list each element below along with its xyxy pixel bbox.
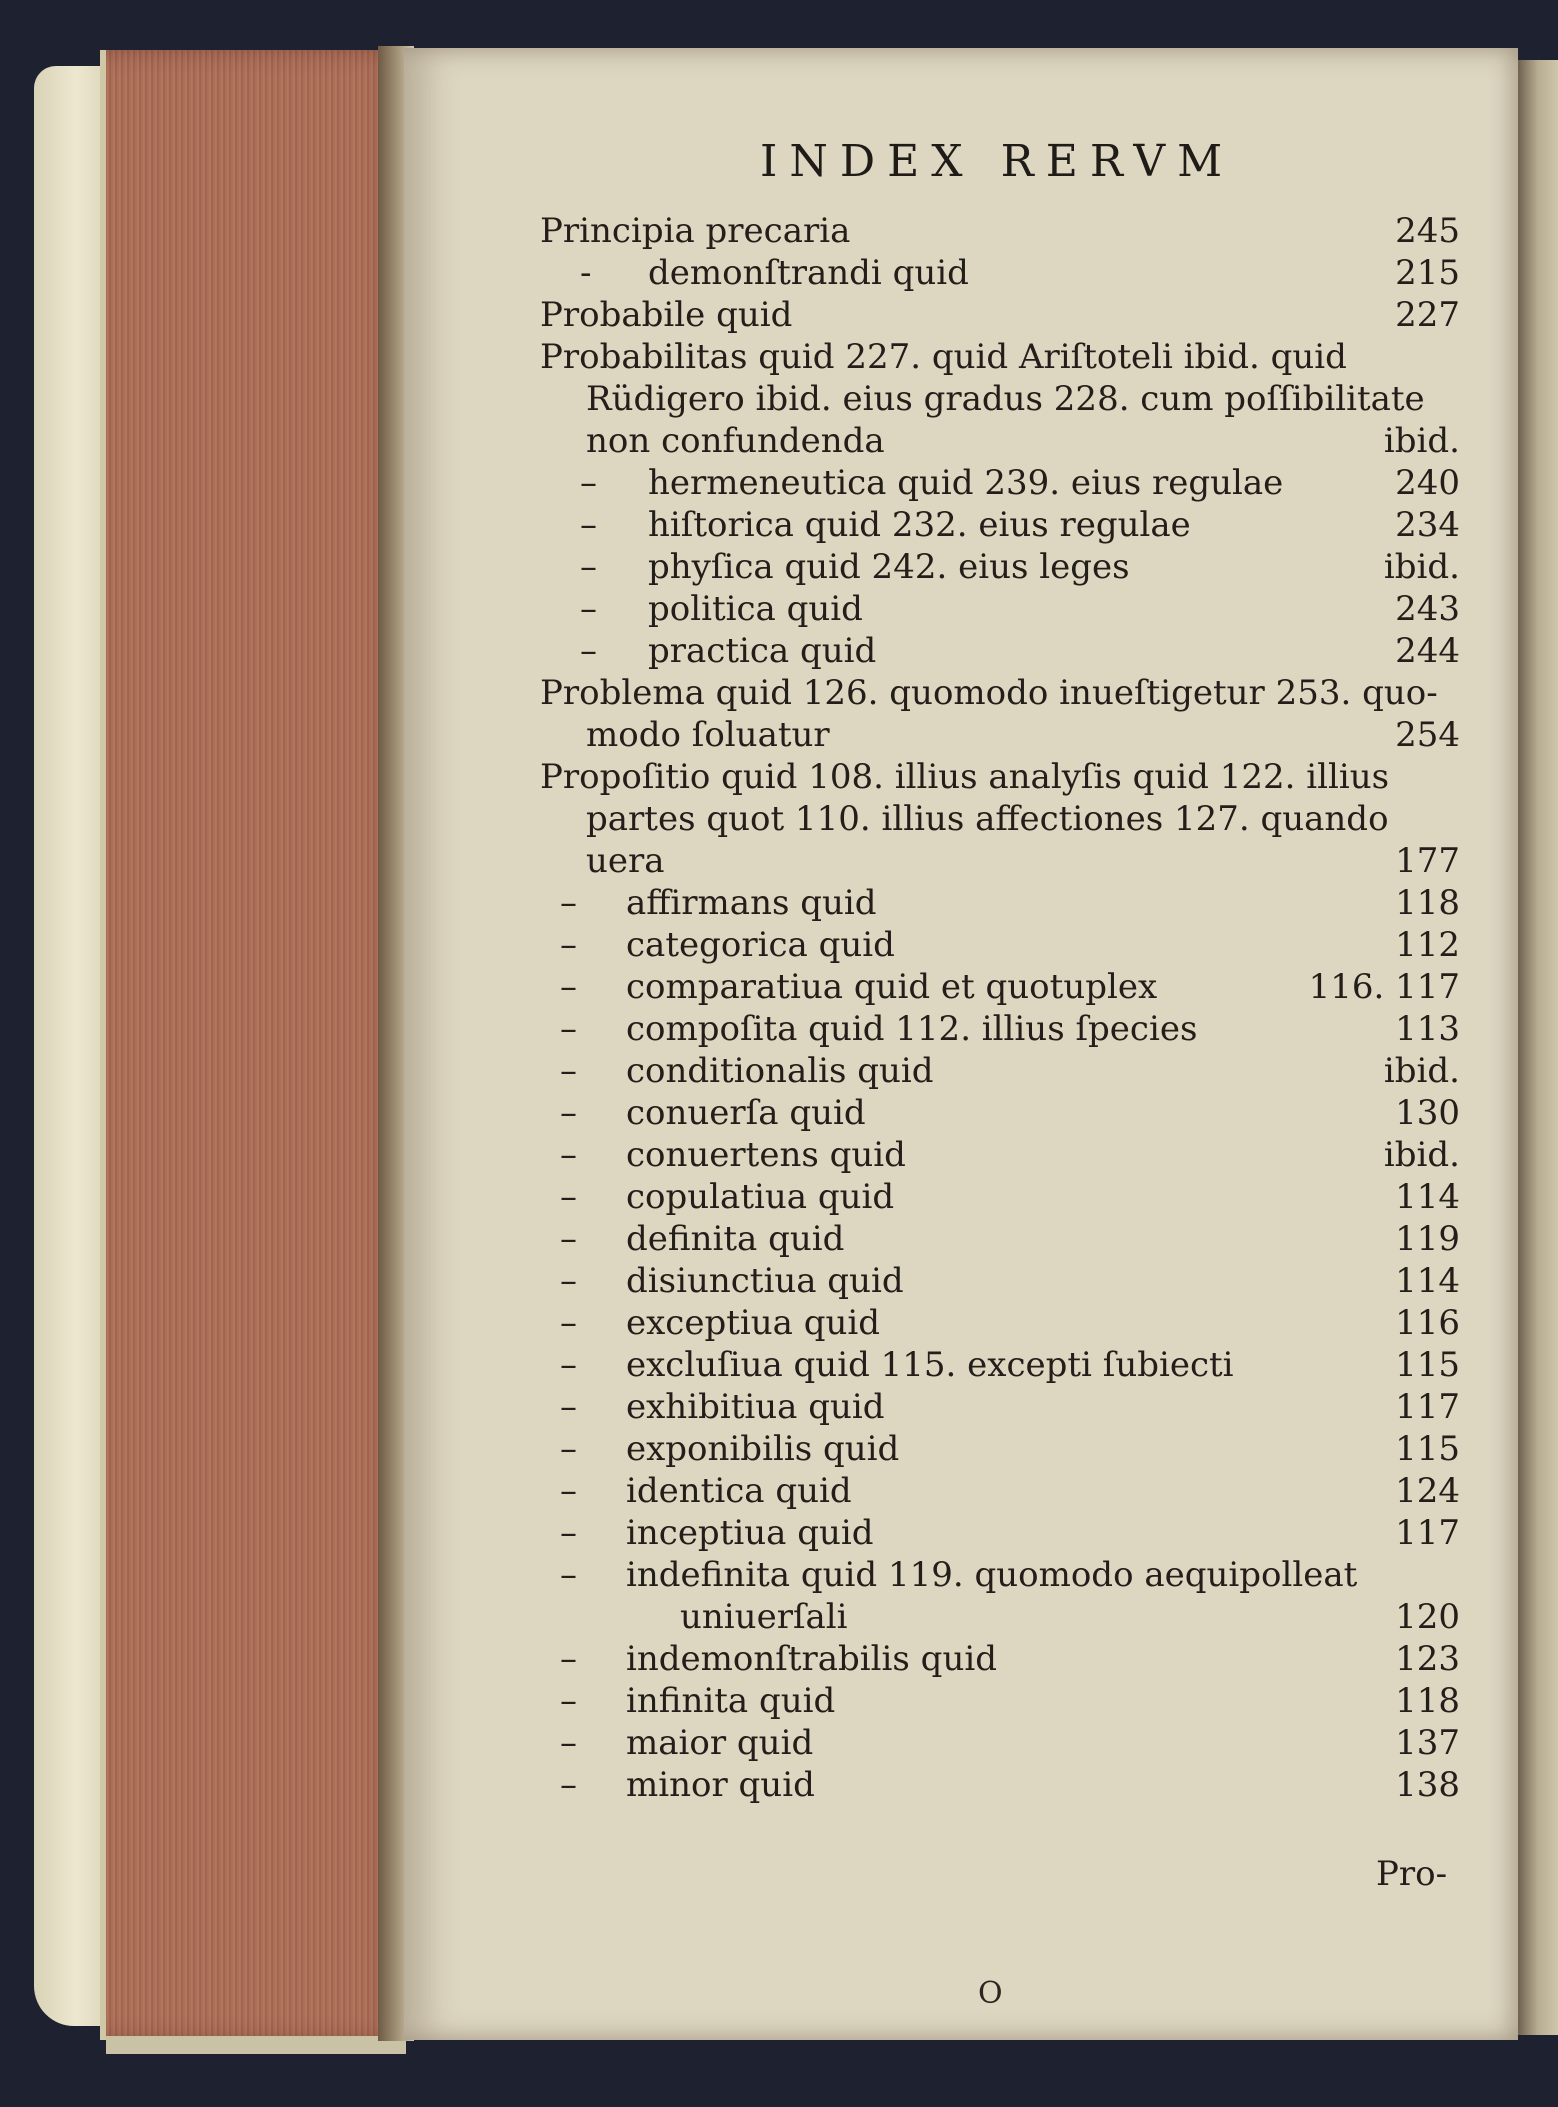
entry-text: inceptiua quid <box>626 1513 874 1553</box>
entry-text: indefinita quid 119. quomodo aequipolleat <box>626 1555 1358 1595</box>
entry-dash: – <box>560 967 577 1007</box>
entry-page-number: 137 <box>1395 1723 1460 1763</box>
entry-page-number: ibid. <box>1383 547 1460 587</box>
entry-page-number: 118 <box>1395 883 1460 923</box>
entry-page-number: ibid. <box>1383 1135 1460 1175</box>
index-entry <box>540 756 1460 798</box>
facing-page-edge <box>1518 60 1558 2035</box>
entry-text: Principia precaria <box>540 211 851 251</box>
index-entry <box>540 1260 1460 1302</box>
index-entry <box>540 1302 1460 1344</box>
index-entry <box>540 1764 1460 1806</box>
entry-text: hiſtorica quid 232. eius regulae <box>648 505 1191 545</box>
entry-text: definita quid <box>626 1219 845 1259</box>
entry-page-number: 123 <box>1395 1639 1460 1679</box>
index-entry <box>540 672 1460 714</box>
index-entry <box>540 1596 1460 1638</box>
entry-text: indemonſtrabilis quid <box>626 1639 997 1679</box>
index-entry <box>540 630 1460 672</box>
entry-dash: – <box>560 1345 577 1385</box>
entry-page-number: 119 <box>1395 1219 1460 1259</box>
index-entry <box>540 210 1460 252</box>
index-entry <box>540 1512 1460 1554</box>
index-list <box>540 210 1460 1806</box>
entry-dash: – <box>580 505 597 545</box>
index-entry <box>540 1176 1460 1218</box>
entry-dash: – <box>560 1555 577 1595</box>
entry-dash: – <box>580 631 597 671</box>
index-entry <box>540 252 1460 294</box>
entry-text: conuertens quid <box>626 1135 906 1175</box>
index-entry <box>540 840 1460 882</box>
entry-page-number: 112 <box>1395 925 1460 965</box>
entry-dash: – <box>560 1429 577 1469</box>
entry-dash: – <box>560 925 577 965</box>
index-entry <box>540 1050 1460 1092</box>
index-entry <box>540 420 1460 462</box>
index-entry <box>540 1428 1460 1470</box>
entry-text: exhibitiua quid <box>626 1387 885 1427</box>
entry-page-number: ibid. <box>1383 1051 1460 1091</box>
entry-dash: – <box>560 1681 577 1721</box>
entry-page-number: 254 <box>1395 715 1460 755</box>
entry-page-number: 115 <box>1395 1345 1460 1385</box>
entry-text: disiunctiua quid <box>626 1261 904 1301</box>
entry-dash: – <box>560 1219 577 1259</box>
entry-page-number: 215 <box>1395 253 1460 293</box>
page-block-edges <box>100 50 406 2040</box>
entry-page-number: 138 <box>1395 1765 1460 1805</box>
entry-dash: – <box>580 463 597 503</box>
entry-page-number: 227 <box>1395 295 1460 335</box>
entry-text: demonſtrandi quid <box>648 253 969 293</box>
index-entry <box>540 504 1460 546</box>
index-entry <box>540 798 1460 840</box>
entry-dash: – <box>560 1639 577 1679</box>
entry-dash: – <box>560 1723 577 1763</box>
entry-dash: – <box>560 1093 577 1133</box>
entry-dash: – <box>560 1513 577 1553</box>
index-entry <box>540 1218 1460 1260</box>
entry-text: modo ſoluatur <box>586 715 830 755</box>
entry-text: uera <box>586 841 665 881</box>
index-entry <box>540 588 1460 630</box>
entry-dash: – <box>560 1261 577 1301</box>
entry-page-number: 115 <box>1395 1429 1460 1469</box>
index-entry <box>540 546 1460 588</box>
entry-text: compoſita quid 112. illius ſpecies <box>626 1009 1198 1049</box>
index-entry <box>540 966 1460 1008</box>
entry-page-number: 240 <box>1395 463 1460 503</box>
entry-text: hermeneutica quid 239. eius regulae <box>648 463 1284 503</box>
entry-text: affirmans quid <box>626 883 877 923</box>
entry-text: Probabilitas quid 227. quid Ariſtoteli ibid. quid <box>540 337 1347 377</box>
index-entry <box>540 882 1460 924</box>
entry-page-number: 114 <box>1395 1261 1460 1301</box>
index-entry <box>540 1680 1460 1722</box>
index-entry <box>540 1134 1460 1176</box>
index-entry <box>540 1470 1460 1512</box>
entry-page-number: 177 <box>1395 841 1460 881</box>
entry-page-number: 114 <box>1395 1177 1460 1217</box>
index-entry <box>540 378 1460 420</box>
entry-text: exponibilis quid <box>626 1429 900 1469</box>
entry-page-number: 130 <box>1395 1093 1460 1133</box>
running-head: INDEX RERVM <box>760 136 1235 187</box>
entry-page-number: 118 <box>1395 1681 1460 1721</box>
entry-page-number: 116 <box>1395 1303 1460 1343</box>
index-entry <box>540 1722 1460 1764</box>
entry-text: Rüdigero ibid. eius gradus 228. cum poſſibilitate <box>586 379 1425 419</box>
entry-text: minor quid <box>626 1765 815 1805</box>
entry-dash: – <box>560 883 577 923</box>
entry-text: excluſiua quid 115. excepti ſubiecti <box>626 1345 1234 1385</box>
entry-text: Propoſitio quid 108. illius analyſis quid 122. illius <box>540 757 1390 797</box>
index-entry <box>540 1638 1460 1680</box>
entry-dash: – <box>580 547 597 587</box>
entry-dash: - <box>580 253 592 293</box>
entry-text: categorica quid <box>626 925 895 965</box>
index-entry <box>540 714 1460 756</box>
entry-page-number: 113 <box>1395 1009 1460 1049</box>
entry-text: uniuerſali <box>680 1597 848 1637</box>
entry-text: partes quot 110. illius affectiones 127. quando <box>586 799 1389 839</box>
entry-page-number: 120 <box>1395 1597 1460 1637</box>
index-entry <box>540 294 1460 336</box>
entry-dash: – <box>580 589 597 629</box>
entry-page-number: 243 <box>1395 589 1460 629</box>
entry-text: Probabile quid <box>540 295 793 335</box>
entry-text: copulatiua quid <box>626 1177 895 1217</box>
entry-page-number: 116. 117 <box>1308 967 1460 1007</box>
entry-dash: – <box>560 1303 577 1343</box>
entry-text: comparatiua quid et quotuplex <box>626 967 1158 1007</box>
index-entry <box>540 1008 1460 1050</box>
index-entry <box>540 924 1460 966</box>
entry-page-number: 245 <box>1395 211 1460 251</box>
index-entry <box>540 1344 1460 1386</box>
entry-dash: – <box>560 1471 577 1511</box>
entry-text: politica quid <box>648 589 863 629</box>
entry-dash: – <box>560 1135 577 1175</box>
entry-text: identica quid <box>626 1471 852 1511</box>
entry-page-number: 244 <box>1395 631 1460 671</box>
entry-text: infinita quid <box>626 1681 836 1721</box>
entry-text: maior quid <box>626 1723 814 1763</box>
entry-page-number: 117 <box>1395 1513 1460 1553</box>
index-entry <box>540 1554 1460 1596</box>
entry-dash: – <box>560 1009 577 1049</box>
entry-text: practica quid <box>648 631 877 671</box>
entry-page-number: 124 <box>1395 1471 1460 1511</box>
entry-text: non confundenda <box>586 421 885 461</box>
index-entry <box>540 1386 1460 1428</box>
entry-text: conuerſa quid <box>626 1093 866 1133</box>
entry-page-number: 117 <box>1395 1387 1460 1427</box>
entry-dash: – <box>560 1177 577 1217</box>
entry-page-number: ibid. <box>1383 421 1460 461</box>
entry-dash: – <box>560 1387 577 1427</box>
entry-text: conditionalis quid <box>626 1051 934 1091</box>
signature-mark: O <box>978 1976 1003 2011</box>
catchword: Pro- <box>1376 1854 1448 1894</box>
entry-text: phyſica quid 242. eius leges <box>648 547 1130 587</box>
entry-dash: – <box>560 1765 577 1805</box>
index-entry <box>540 336 1460 378</box>
index-entry <box>540 1092 1460 1134</box>
entry-page-number: 234 <box>1395 505 1460 545</box>
entry-text: exceptiua quid <box>626 1303 881 1343</box>
entry-text: Problema quid 126. quomodo inueſtigetur 253. quo- <box>540 673 1438 713</box>
entry-dash: – <box>560 1051 577 1091</box>
index-entry <box>540 462 1460 504</box>
